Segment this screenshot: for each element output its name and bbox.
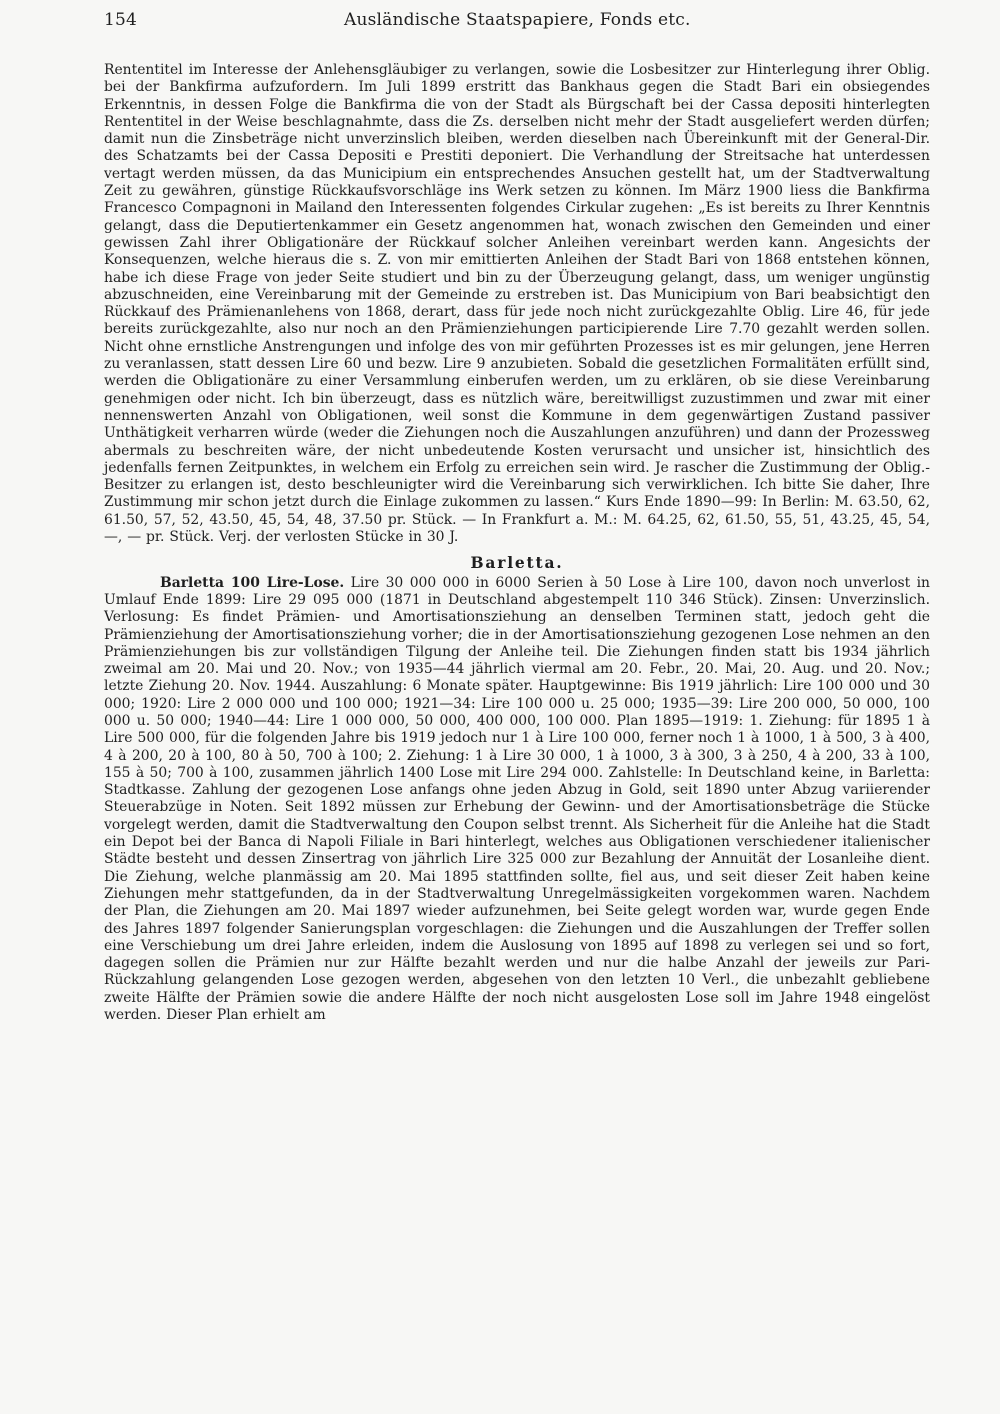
page-header: [104, 10, 930, 40]
body-text: [104, 62, 930, 1024]
document-page: [104, 10, 930, 1024]
paragraph-barletta: [104, 575, 930, 1025]
page-number: 154: [104, 10, 138, 30]
section-heading: Barletta.: [470, 553, 564, 573]
paragraph-bari-continuation: Rententitel im Interesse der Anlehensgläubiger zu verlangen, sowie die Losbesitzer zur Hinterlegung ihrer Oblig. bei der Bankfirma aufzufordern. Im Juli 1899 erstritt das Bankhaus gegen die Stadt Bari ein obsiegendes Erkenntnis, in dessen Folge die Bankfirma die von der Stadt als Bürgschaft bei der Cassa depositi hinterlegten Rententitel in der Weise beschlagnahmte, dass die Zs. derselben nicht mehr der Stadt ausgeliefert werden dürfen; damit nun die Zinsbeträge nicht unverzinslich bleiben, werden dieselben nach Übereinkunft mit der General-Dir. des Schatzamts bei der Cassa Depositi e Prestiti deponiert. Die Verhandlung der Streitsache hat unterdessen vertagt werden müssen, da das Municipium ein entsprechendes Ansuchen gestellt hat, um der Stadtverwaltung Zeit zu gewähren, günstige Rückkaufsvorschläge ins Werk setzen zu können. Im März 1900 liess die Bankfirma Francesco Compagnoni in Mailand den Interessenten folgendes Cirkular zugehen: „Es ist bereits zu Ihrer Kenntnis gelangt, dass die Deputiertenkammer ein Gesetz angenommen hat, wonach zwischen den Gemeinden und einer gewissen Zahl ihrer Obligationäre der Rückkauf solcher Anleihen vereinbart werden kann. Angesichts der Konsequenzen, welche hieraus die s. Z. von mir emittierten Anleihen der Stadt Bari von 1868 entstehen können, habe ich diese Frage von jeder Seite studiert und bin zu der Überzeugung gelangt, dass, um weniger ungünstig abzuschneiden, eine Vereinbarung mit der Gemeinde zu erstreben ist. Das Municipium von Bari beabsichtigt den Rückkauf des Prämienanlehens von 1868, derart, dass für jede noch nicht zurückgezahlte Oblig. Lire 46, für jede bereits zurückgezahlte, also nur noch an den Prämienziehungen participierende Lire 7.70 gezahlt werden sollen. Nicht ohne ernstliche Anstrengungen und infolge des von mir geführten Prozesses ist es mir gelungen, jene Herren zu veranlassen, statt dessen Lire 60 und bezw. Lire 9 anzubieten. Sobald die gesetzlichen Formalitäten erfüllt sind, werden die Obligationäre zu einer Versammlung einberufen werden, um zu erklären, ob sie diese Vereinbarung genehmigen oder nicht. Ich bin überzeugt, dass es nützlich wäre, bereitwilligst zuzustimmen und zwar mit einer nennenswerten Anzahl von Obligationen, weil sonst die Kommune in dem gegenwärtigen Zustand passiver Unthätigkeit verharren würde (weder die Ziehungen noch die Auszahlungen anzuführen) und dann der Prozessweg abermals zu beschreiten wäre, der nicht unbedeutende Kosten verursacht und unsicher ist, hinsichtlich des jedenfalls fernen Zeitpunktes, in welchem ein Erfolg zu erreichen sein wird. Je rascher die Zustimmung der Oblig.-Besitzer zu erlangen ist, desto beschleunigter wird die Vereinbarung sich verwirklichen. Ich bitte Sie daher, Ihre Zustimmung mir schon jetzt durch die Einlage zukommen zu lassen.“ Kurs Ende 1890—99: In Berlin: M. 63.50, 62, 61.50, 57, 52, 43.50, 45, 54, 48, 37.50 pr. Stück. — In Frankfurt a. M.: M. 64.25, 62, 61.50, 55, 51, 43.25, 45, 54, —, — pr. Stück. Verj. der verlosten Stücke in 30 J.: [104, 62, 930, 546]
paragraph-body: Lire 30 000 000 in 6000 Serien à 50 Lose à Lire 100, davon noch unverlost in Umlauf Ende 1899: Lire 29 095 000 (1871 in Deutschland abgestempelt 110 346 Stück). Zinsen: Unverzinslich. Verlosung: Es findet Prämien- und Amortisationsziehung an denselben Terminen statt, jedoch geht die Prämienziehung der Amortisationsziehung vorher; die in der Amortisationsziehung gezogenen Lose nehmen an den Prämienziehungen bis zur vollständigen Tilgung der Anleihe teil. Die Ziehungen finden statt bis 1934 jährlich zweimal am 20. Mai und 20. Nov.; von 1935—44 jährlich viermal am 20. Febr., 20. Mai, 20. Aug. und 20. Nov.; letzte Ziehung 20. Nov. 1944. Auszahlung: 6 Monate später. Hauptgewinne: Bis 1919 jährlich: Lire 100 000 und 30 000; 1920: Lire 2 000 000 und 100 000; 1921—34: Lire 100 000 u. 25 000; 1935—39: Lire 200 000, 50 000, 100 000 u. 50 000; 1940—44: Lire 1 000 000, 50 000, 400 000, 100 000. Plan 1895—1919: 1. Ziehung: für 1895 1 à Lire 500 000, für die folgenden Jahre bis 1919 jedoch nur 1 à Lire 100 000, ferner noch 1 à 1000, 1 à 500, 3 à 400, 4 à 200, 20 à 100, 80 à 50, 700 à 100; 2. Ziehung: 1 à Lire 30 000, 1 à 1000, 3 à 300, 3 à 250, 4 à 200, 33 à 100, 155 à 50; 700 à 100, zusammen jährlich 1400 Lose mit Lire 294 000. Zahlstelle: In Deutschland keine, in Barletta: Stadtkasse. Zahlung der gezogenen Lose anfangs ohne jeden Abzug in Gold, seit 1890 unter Abzug variierender Steuerabzüge in Noten. Seit 1892 müssen zur Erhebung der Gewinn- und der Amortisationsbeträge die Stücke vorgelegt werden, damit die Stadtverwaltung den Coupon selbst trennt. Als Sicherheit für die Anleihe hat die Stadt ein Depot bei der Banca di Napoli Filiale in Bari hinterlegt, welches aus Obligationen verschiedener italienischer Städte besteht und dessen Zinsertrag von jährlich Lire 325 000 zur Bezahlung der Annuität der Losanleihe dient. Die Ziehung, welche planmässig am 20. Mai 1895 stattfinden sollte, fiel aus, und seit dieser Zeit haben keine Ziehungen mehr stattgefunden, da in der Stadtverwaltung Unregelmässigkeiten vorgekommen waren. Nachdem der Plan, die Ziehungen am 20. Mai 1897 wieder aufzunehmen, bei Seite gelegt worden war, wurde gegen Ende des Jahres 1897 folgender Sanierungsplan vorgeschlagen: die Ziehungen und die Auszahlungen der Treffer sollen eine Verschiebung um drei Jahre erleiden, indem die Auslosung von 1895 auf 1898 zu verlegen sei und so fort, dagegen sollen die Prämien nur zur Hälfte bezahlt werden und nur die halbe Anzahl der jeweils zur Pari-Rückzahlung gelangenden Lose gezogen werden, abgesehen von den letzten 10 Verl., die unbezahlt gebliebene zweite Hälfte der Prämien sowie die andere Hälfte der noch nicht ausgelosten Lose soll im Jahre 1948 eingelöst werden. Dieser Plan erhielt am: [104, 574, 930, 1024]
paragraph-lead: Barletta 100 Lire-Lose.: [160, 574, 345, 591]
running-title: Ausländische Staatspapiere, Fonds etc.: [344, 10, 691, 30]
